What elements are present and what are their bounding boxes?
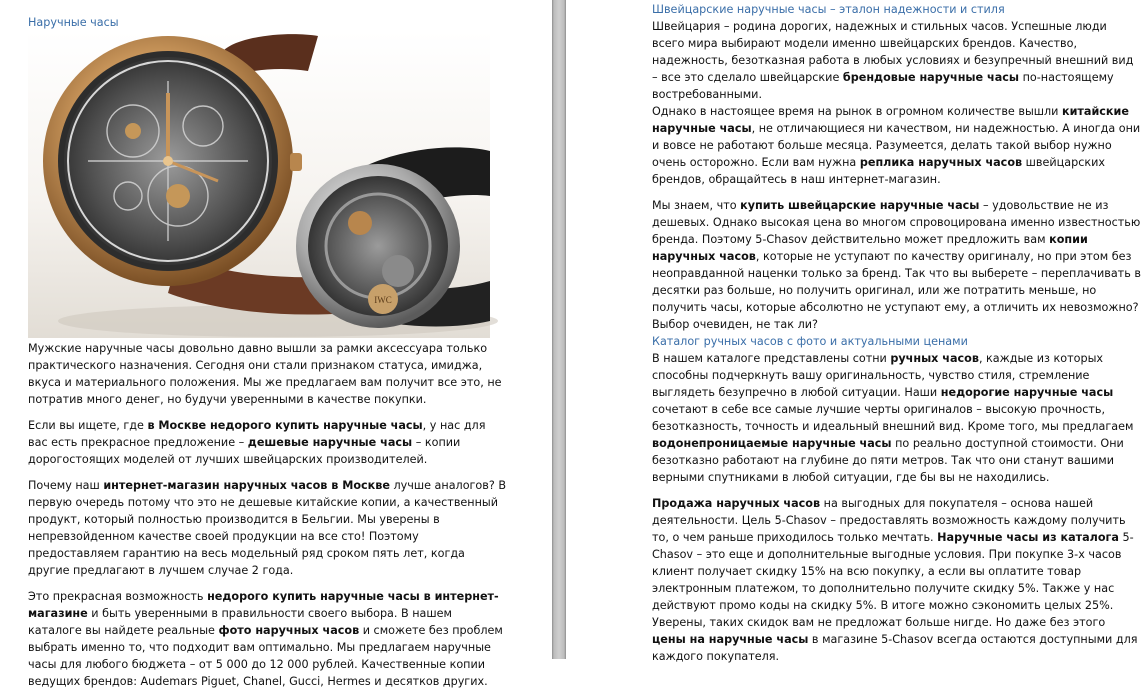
paragraph: Мы знаем, что купить швейцарские наручные часы – удовольствие не из дешевых. Однако высокая цена во многом спровоцирована именно известностью бренда. Поэтому 5-Chasov действительно может предложить вам копии наручных часов, которые не уступают по качеству оригиналу, но при этом без неоправданной наценки только за бренд. Так что вы выберете – переплачивать в десятки раз больше, но получить оригинал, или же потратить меньше, но получить часы, которые абсолютно не уступают ему, а отличить их невозможно? Выбор очевиден, не так ли?	[652, 199, 1141, 331]
right-page	[566, 0, 1148, 663]
paragraph: Если вы ищете, где в Москве недорого купить наручные часы, у нас для вас есть прекрасное предложение – дешевые наручные часы – копии дорогостоящих моделей от лучших швейцарских производителей.	[28, 419, 486, 466]
section-heading: Каталог ручных часов с фото и актуальными ценами	[652, 335, 968, 348]
wristwatch-photo	[28, 31, 490, 338]
paragraph: Продажа наручных часов на выгодных для покупателя – основа нашей деятельности. Цель 5-Chasov – предоставлять возможность каждому получить то, о чем раньше приходилось только мечтать. Наручные часы из каталога 5-Chasov – это еще и дополнительные выгодные условия. При покупке 3-х часов клиент получает скидку 15% на всю покупку, а если вы оплатите товар электронным платежом, то дополнительно получите скидку 5%. Также у нас действуют промо коды на скидку 5%. В итоге можно сэкономить целых 25%. Уверены, таких скидок вам не предложат больше нигде. Но даже без этого цены на наручные часы в магазине 5-Chasov всегда остаются доступными для каждого покупателя.	[652, 497, 1138, 663]
paragraph: Это прекрасная возможность недорого купить наручные часы в интернет-магазине и быть уверенными в правильности своего выбора. В нашем каталоге вы найдете реальные фото наручных часов и сможете без проблем выбрать именно то, что подходит вам оптимально. Мы предлагаем наручные часы для любого бюджета – от 5 000 до 12 000 рублей. Качественные копии ведущих брендов: Audemars Piguet, Chanel, Gucci, Hermes и десятков других.	[28, 590, 503, 688]
section-heading: Швейцарские наручные часы – эталон надежности и стиля	[652, 3, 1005, 16]
left-page-title: Наручные часы	[28, 16, 119, 29]
paragraph: В нашем каталоге представлены сотни ручных часов, каждые из которых способны подчеркнуть вашу оригинальность, чувство стиля, стремление выглядеть безупречно в любой ситуации. Наши недорогие наручные часы сочетают в себе все самые лучшие черты оригиналов – высокую прочность, безотказность, точность и идеальный внешний вид. Кроме того, мы предлагаем водонепроницаемые наручные часы по реально доступной стоимости. Они безотказно работают на глубине до пяти метров. Так что они станут вашими верными спутниками в любой ситуации, где бы вы не находились.	[652, 352, 1134, 484]
left-page-body	[28, 340, 508, 699]
right-page-body	[652, 1, 1142, 674]
paragraph: Мужские наручные часы довольно давно вышли за рамки аксессуара только практического назначения. Сегодня они стали признаком статуса, имиджа, вкуса и материального положения. Мы же предлагаем вам получит все это, не потратив много денег, но будучи уверенными в качестве покупки.	[28, 342, 502, 406]
paragraph: Швейцария – родина дорогих, надежных и стильных часов. Успешные люди всего мира выбирают модели именно швейцарских брендов. Качество, надежность, безотказная работа в любых условиях и безупречный внешний вид – все это сделало швейцарские брендовые наручные часы по-настоящему востребованными.	[652, 20, 1134, 101]
paragraph: Почему наш интернет-магазин наручных часов в Москве лучше аналогов? В первую очередь потому что это не дешевые китайские копии, а качественный продукт, который полностью производится в Бельгии. Мы уверены в непревзойденном качестве своей продукции на все сто! Поэтому предоставляем гарантию на весь модельный ряд сроком пять лет, когда другие предлагают в лучшем случае 2 года.	[28, 479, 507, 577]
wristwatch-illustration	[28, 31, 490, 338]
paragraph: Однако в настоящее время на рынок в огромном количестве вышли китайские наручные часы, не отличающиеся ни качеством, ни надежностью. А иногда они и вовсе не работают больше месяца. Разумеется, делать такой выбор нужно очень осторожно. Если вам нужна реплика наручных часов швейцарских брендов, обращайтесь в наш интернет-магазин.	[652, 105, 1141, 186]
left-page	[0, 0, 552, 688]
dial-label: IWC	[374, 295, 392, 305]
page-gutter	[552, 0, 566, 659]
